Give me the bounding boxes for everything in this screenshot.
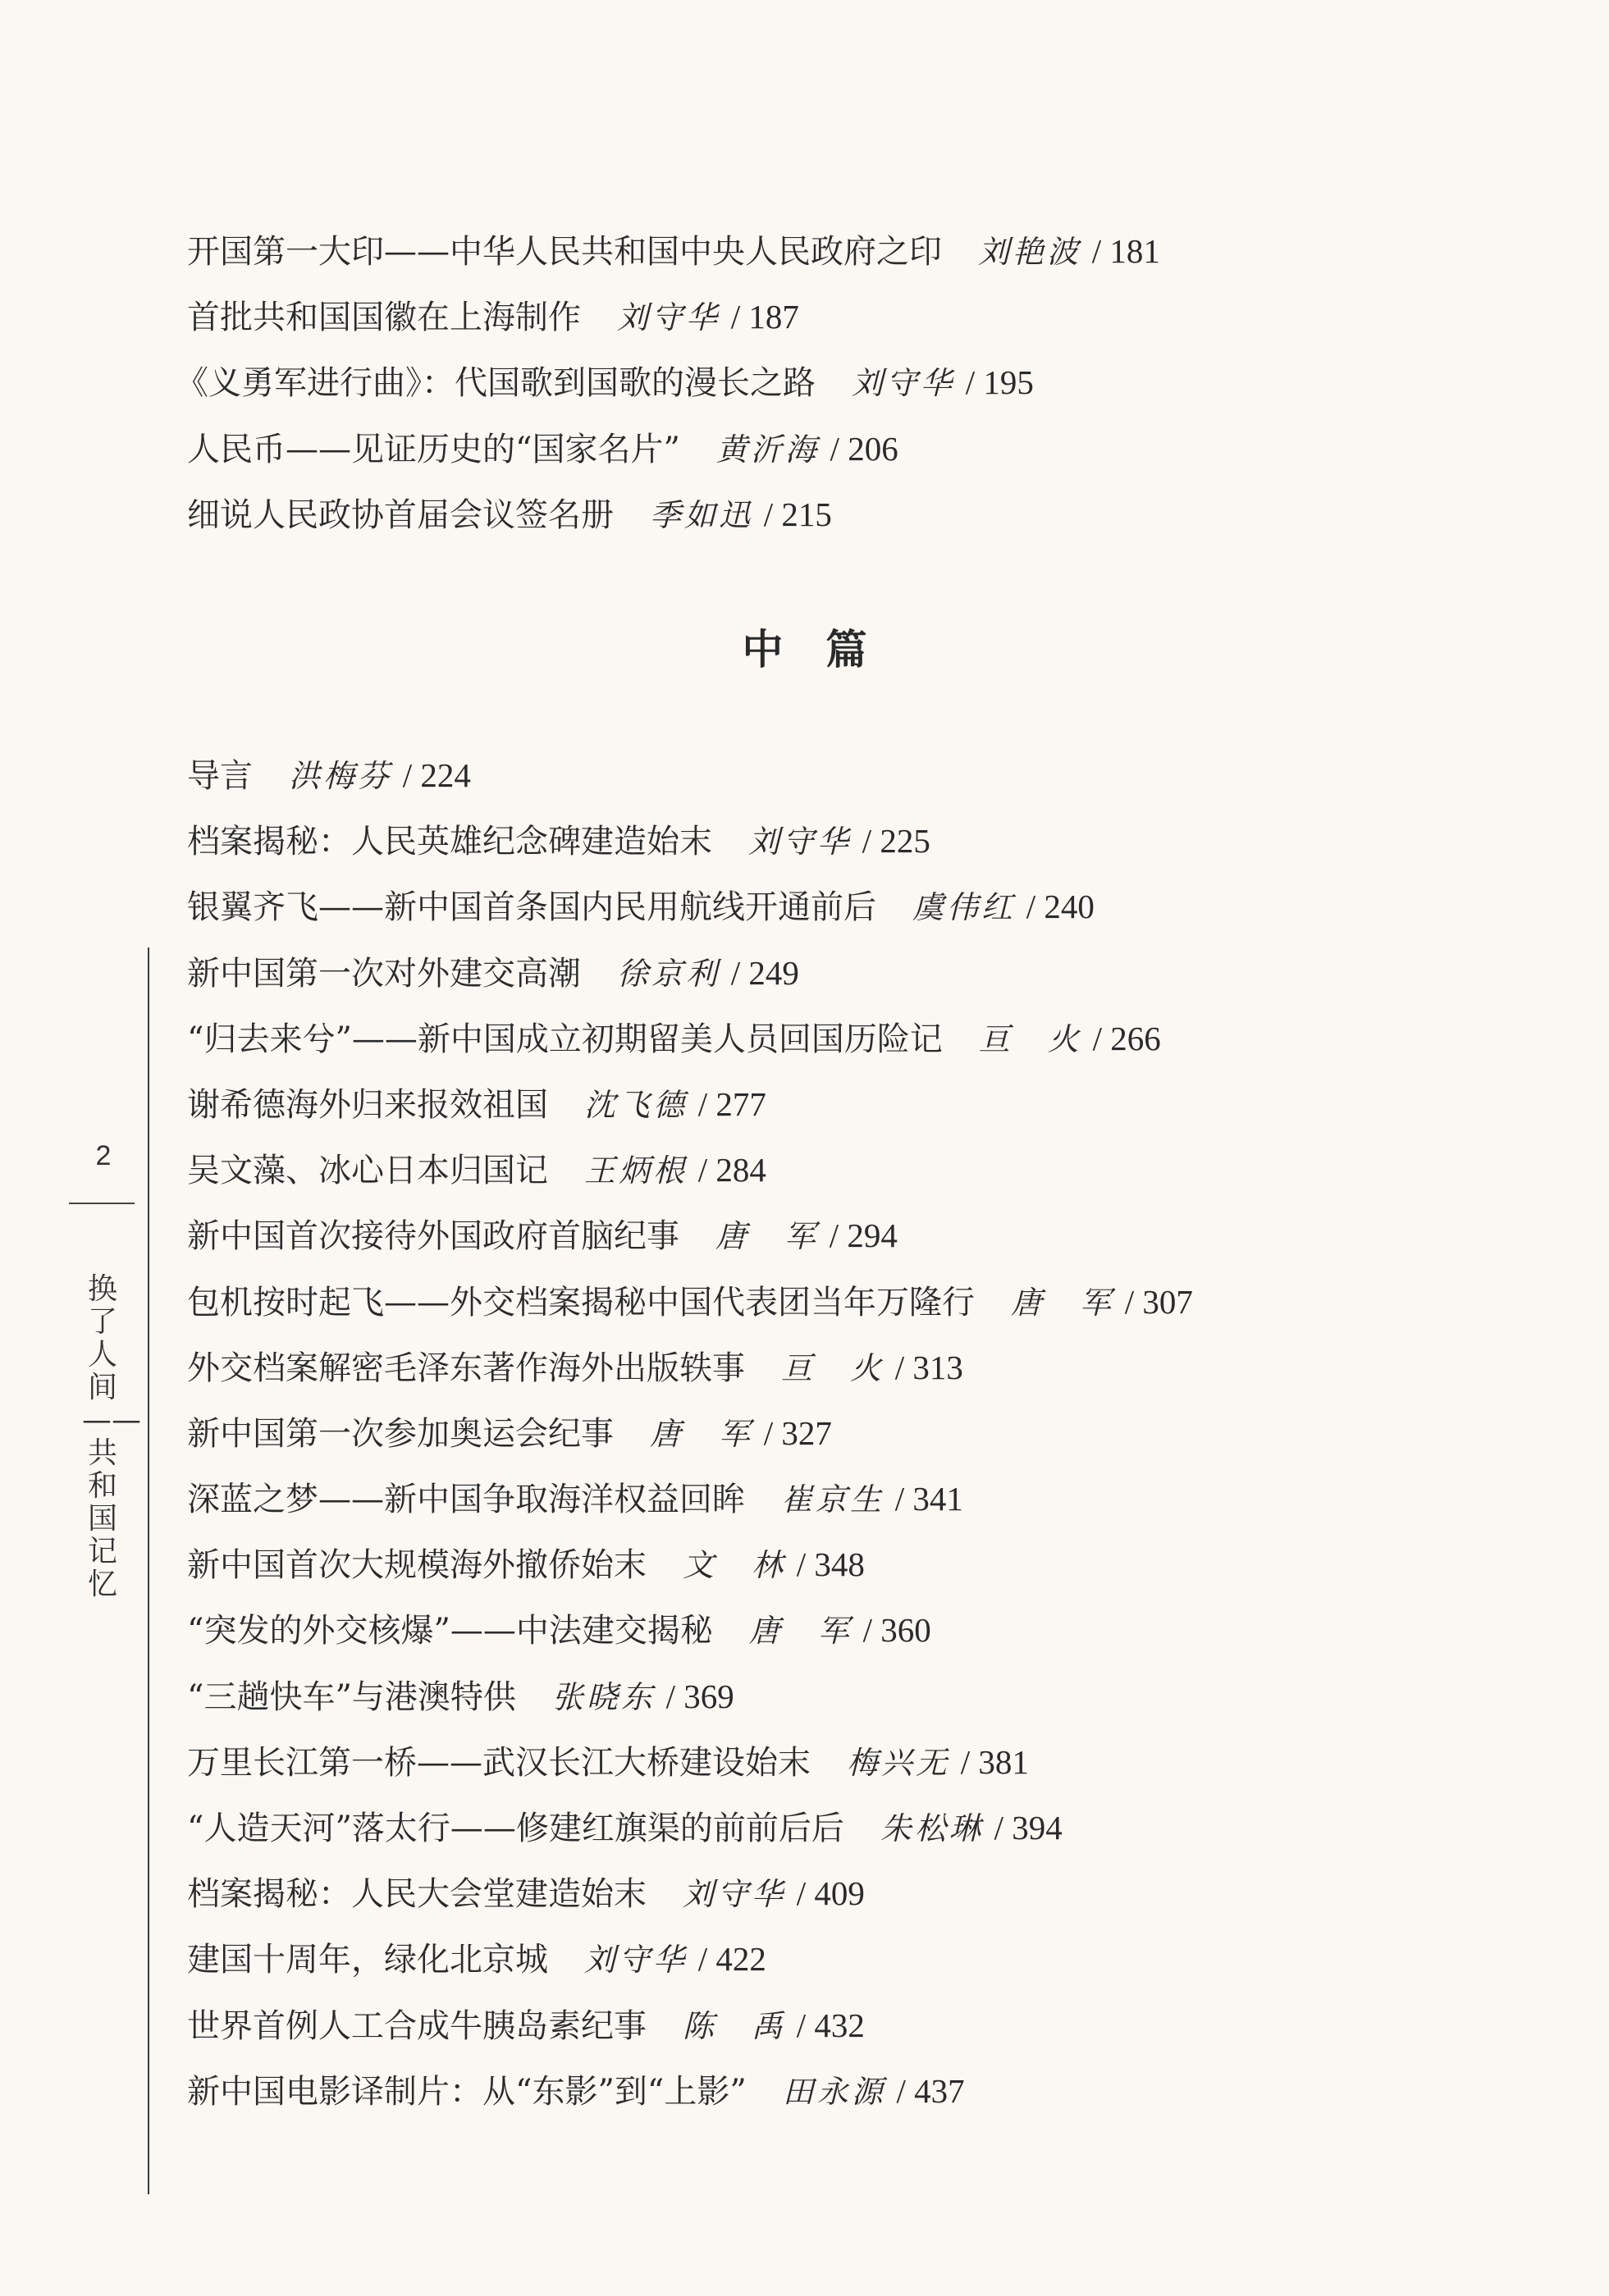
toc-entry-title: 新中国第一次参加奥运会纪事: [187, 1414, 614, 1453]
toc-entry-author: 崔京生: [781, 1481, 885, 1518]
toc-entry-title: 吴文藻、冰心日本归国记: [187, 1152, 548, 1190]
toc-entry-page: / 215: [763, 495, 832, 533]
toc-entry-page: / 437: [896, 2071, 965, 2110]
toc-entry: [187, 1860, 1467, 1926]
toc-entry-author: 徐京利: [617, 955, 721, 992]
toc-entry: [187, 1795, 1467, 1860]
toc-entry: [187, 1466, 1467, 1531]
toc-entry-title: 开国第一大印——中华人民共和国中央人民政府之印: [187, 233, 942, 271]
toc-entry-author: 季如迅: [650, 496, 754, 533]
toc-entry-title: 万里长江第一桥——武汉长江大桥建设始末: [187, 1743, 811, 1782]
toc-entry-page: / 422: [697, 1940, 766, 1979]
toc-entry-author: 刘守华: [584, 1942, 688, 1979]
toc-entry-title: “突发的外交核爆”——中法建交揭秘: [187, 1612, 713, 1650]
toc-entry-page: / 432: [796, 2006, 865, 2044]
toc-entry-page: / 348: [796, 1545, 865, 1584]
toc-entry-page: / 369: [665, 1677, 734, 1715]
toc-entry-title: 新中国首次接待外国政府首脑纪事: [187, 1217, 679, 1256]
toc-entry-author: 刘守华: [683, 1876, 787, 1913]
toc-entry-title: 细说人民政协首届会议签名册: [187, 495, 614, 534]
toc-middle-list: [187, 742, 1467, 2124]
toc-entry-author: 文 林: [683, 1547, 787, 1584]
toc-entry: [187, 1071, 1467, 1137]
toc-entry-author: 洪梅芬: [289, 758, 393, 794]
toc-entry: [187, 1006, 1467, 1071]
toc-entry-title: 外交档案解密毛泽东著作海外出版轶事: [187, 1349, 745, 1387]
toc-entry: [187, 1664, 1467, 1729]
toc-entry-author: 唐 军: [1011, 1284, 1115, 1321]
toc-entry-page: / 294: [829, 1216, 898, 1255]
toc-entry-title: “归去来兮”——新中国成立初期留美人员回国历险记: [187, 1020, 943, 1058]
toc-entry-author: 亘 火: [978, 1020, 1082, 1057]
toc-entry-page: / 360: [862, 1611, 931, 1650]
toc-entry-title: 人民币——见证历史的“国家名片”: [187, 430, 680, 468]
toc-entry-page: / 206: [830, 429, 898, 468]
toc-entry-title: 首批共和国国徽在上海制作: [187, 299, 581, 337]
toc-entry-page: / 240: [1026, 888, 1095, 926]
toc-entry-title: 《义勇军进行曲》：代国歌到国歌的漫长之路: [176, 364, 816, 403]
toc-entry: [187, 1992, 1467, 2058]
toc-entry-page: / 224: [402, 756, 471, 794]
toc-entry-title: “三趟快车”与港澳特供: [187, 1677, 516, 1716]
toc-entry-page: / 249: [730, 953, 799, 992]
toc-entry: [187, 1531, 1467, 1597]
toc-entry-page: / 409: [796, 1874, 865, 1913]
toc-entry-page: / 277: [697, 1084, 766, 1123]
toc-entry-page: / 195: [965, 363, 1034, 402]
folio-rule: [69, 1203, 135, 1204]
toc-entry-page: / 394: [994, 1809, 1063, 1846]
toc-entry-author: 刘守华: [852, 365, 956, 402]
margin-rule-vertical: [148, 947, 149, 2194]
toc-entry-title: 深蓝之梦——新中国争取海洋权益回眸: [187, 1481, 745, 1519]
toc-entry: [187, 808, 1467, 874]
toc-entry: [187, 1597, 1467, 1663]
toc-entry-author: 张晓东: [551, 1678, 656, 1715]
toc-entry-author: 亘 火: [781, 1349, 885, 1386]
running-title: 换了人间——共和国记忆: [82, 1272, 141, 1601]
toc-entry-title: 银翼齐飞——新中国首条国内民用航线开通前后: [187, 888, 876, 927]
toc-entry: [187, 284, 1467, 349]
toc-entry-title: 建国十周年，绿化北京城: [187, 1941, 548, 1979]
toc-entry-author: 虞伟红: [912, 889, 1017, 926]
toc-entry: [187, 742, 1467, 808]
page-number: 2: [95, 1140, 112, 1171]
toc-entry-author: 朱松琳: [880, 1810, 984, 1846]
toc-entry-title: 新中国第一次对外建交高潮: [187, 954, 581, 993]
toc-entry-title: “人造天河”落太行——修建红旗渠的前前后后: [187, 1810, 844, 1847]
toc-entry-title: 谢希德海外归来报效祖国: [187, 1085, 548, 1124]
toc-entry-author: 梅兴无: [847, 1744, 951, 1781]
toc-entry-page: / 266: [1092, 1019, 1161, 1057]
toc-entry-author: 陈 禹: [683, 2007, 787, 2044]
toc-entry: [187, 2058, 1467, 2124]
toc-entry: [187, 218, 1467, 284]
toc-entry-author: 沈飞德: [584, 1086, 688, 1123]
toc-entry-page: / 327: [763, 1413, 832, 1452]
toc-entry-author: 黄沂海: [715, 431, 820, 468]
toc-entry-title: 新中国首次大规模海外撤侨始末: [187, 1546, 647, 1585]
toc-entry-page: / 181: [1091, 232, 1160, 270]
toc-entry-title: 世界首例人工合成牛胰岛素纪事: [187, 2006, 647, 2045]
toc-entry-page: / 341: [894, 1480, 963, 1518]
toc-upper-list: [176, 218, 1467, 547]
toc-entry-author: 刘守华: [748, 824, 852, 860]
toc-entry-page: / 313: [894, 1348, 963, 1386]
toc-entry-page: / 225: [862, 822, 930, 860]
toc-entry-title: 档案揭秘：人民大会堂建造始末: [187, 1875, 647, 1914]
toc-entry: [187, 1400, 1467, 1466]
toc-entry-page: / 284: [697, 1151, 766, 1189]
toc-entry: [187, 1203, 1467, 1268]
toc-entry-author: 田永源: [782, 2073, 886, 2110]
toc-entry: [187, 1137, 1467, 1203]
toc-entry-author: 刘守华: [617, 299, 721, 336]
toc-entry-title: 包机按时起飞——外交档案揭秘中国代表团当年万隆行: [187, 1283, 975, 1321]
toc-entry-page: / 307: [1124, 1282, 1193, 1321]
toc-entry: [187, 1335, 1467, 1400]
toc-entry-page: / 381: [960, 1742, 1029, 1781]
toc-entry-author: 刘艳波: [978, 234, 1082, 270]
section-heading: 中篇: [742, 625, 910, 673]
toc-entry: [187, 1269, 1467, 1335]
toc-entry: [187, 482, 1467, 547]
toc-entry: [187, 1926, 1467, 1992]
toc-entry-author: 唐 军: [748, 1613, 852, 1650]
toc-entry-author: 唐 军: [650, 1415, 754, 1452]
toc-entry: [187, 940, 1467, 1006]
toc-entry: [187, 1729, 1467, 1795]
toc-entry: [187, 874, 1467, 939]
toc-entry: [176, 349, 1467, 415]
toc-entry-page: / 187: [730, 298, 799, 336]
toc-entry-title: 档案揭秘：人民英雄纪念碑建造始末: [187, 823, 712, 861]
toc-entry-author: 唐 军: [715, 1218, 820, 1255]
toc-entry-title: 导言: [187, 757, 253, 795]
toc-entry: [187, 416, 1467, 482]
toc-entry-title: 新中国电影译制片：从“东影”到“上影”: [187, 2072, 747, 2111]
toc-entry-author: 王炳根: [584, 1153, 688, 1189]
